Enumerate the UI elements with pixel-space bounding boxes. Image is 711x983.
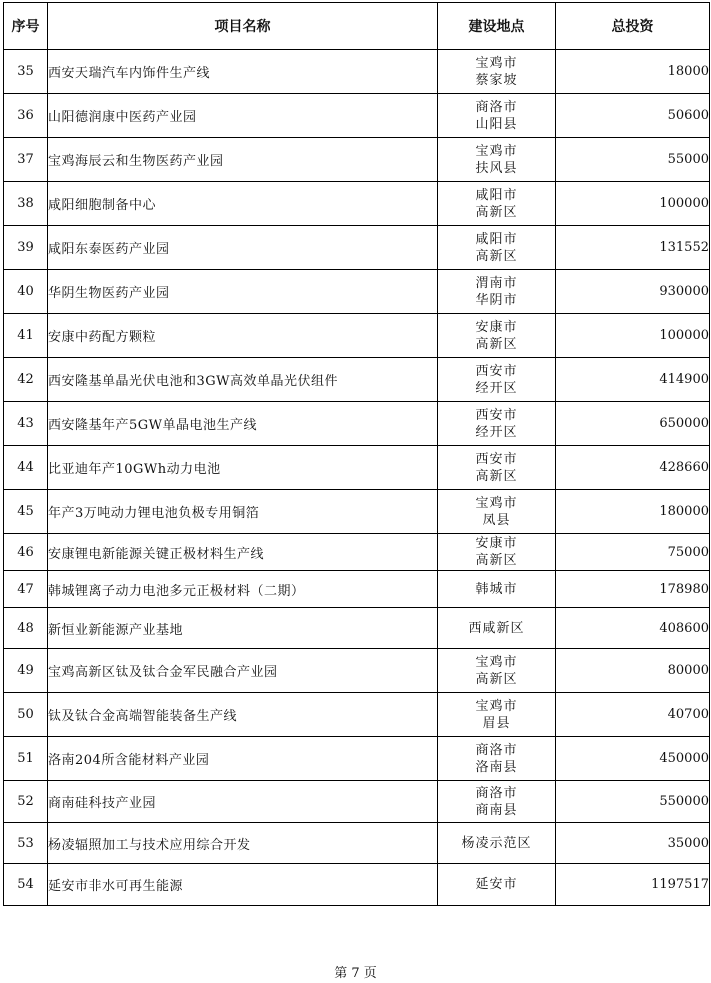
total-investment: 178980 — [556, 571, 710, 608]
row-number: 54 — [4, 864, 48, 906]
location-line-2: 华阴市 — [475, 292, 518, 308]
location-line-1: 咸阳市 — [475, 231, 518, 247]
project-table — [3, 2, 710, 906]
project-name: 安康中药配方颗粒 — [48, 314, 438, 358]
table-row — [4, 182, 710, 226]
project-location — [438, 693, 556, 737]
row-number: 49 — [4, 649, 48, 693]
total-investment: 131552 — [556, 226, 710, 270]
project-location — [438, 182, 556, 226]
location-line-2: 高新区 — [475, 204, 518, 220]
project-name: 华阴生物医药产业园 — [48, 270, 438, 314]
project-name: 钛及钛合金高端智能装备生产线 — [48, 693, 438, 737]
location-line-1: 安康市 — [475, 319, 518, 335]
table-row — [4, 50, 710, 94]
location-line-1: 杨凌示范区 — [461, 835, 532, 851]
total-investment: 550000 — [556, 781, 710, 823]
project-location — [438, 490, 556, 534]
total-investment: 450000 — [556, 737, 710, 781]
row-number: 48 — [4, 608, 48, 649]
location-line-1: 商洛市 — [475, 742, 518, 758]
location-line-1: 商洛市 — [475, 785, 518, 801]
total-investment: 650000 — [556, 402, 710, 446]
row-number: 46 — [4, 534, 48, 571]
location-line-1: 宝鸡市 — [475, 495, 518, 511]
project-location — [438, 737, 556, 781]
header-no: 序号 — [4, 3, 48, 50]
project-name: 宝鸡海辰云和生物医药产业园 — [48, 138, 438, 182]
project-location — [438, 534, 556, 571]
location-line-1: 西安市 — [475, 363, 518, 379]
table-row — [4, 649, 710, 693]
total-investment: 75000 — [556, 534, 710, 571]
table-row — [4, 94, 710, 138]
location-line-2: 商南县 — [475, 802, 518, 818]
location-line-1: 宝鸡市 — [475, 698, 518, 714]
row-number: 45 — [4, 490, 48, 534]
project-name: 商南硅科技产业园 — [48, 781, 438, 823]
project-name: 咸阳细胞制备中心 — [48, 182, 438, 226]
total-investment: 40700 — [556, 693, 710, 737]
row-number: 39 — [4, 226, 48, 270]
project-name: 洛南204所含能材料产业园 — [48, 737, 438, 781]
table-row — [4, 490, 710, 534]
header-row — [4, 3, 710, 50]
project-name: 咸阳东泰医药产业园 — [48, 226, 438, 270]
row-number: 44 — [4, 446, 48, 490]
location-line-2: 蔡家坡 — [475, 72, 518, 88]
location-line-2: 高新区 — [475, 468, 518, 484]
total-investment: 35000 — [556, 823, 710, 864]
total-investment: 1197517 — [556, 864, 710, 906]
total-investment: 18000 — [556, 50, 710, 94]
total-investment: 100000 — [556, 314, 710, 358]
location-line-1: 宝鸡市 — [475, 55, 518, 71]
table-row — [4, 226, 710, 270]
table-row — [4, 138, 710, 182]
project-name: 新恒业新能源产业基地 — [48, 608, 438, 649]
project-location — [438, 781, 556, 823]
table-row — [4, 314, 710, 358]
project-location — [438, 270, 556, 314]
row-number: 38 — [4, 182, 48, 226]
table-row — [4, 446, 710, 490]
header-investment: 总投资 — [556, 3, 710, 50]
project-location — [438, 649, 556, 693]
row-number: 40 — [4, 270, 48, 314]
project-location — [438, 226, 556, 270]
location-line-2: 经开区 — [475, 424, 518, 440]
table-row — [4, 693, 710, 737]
table-row — [4, 358, 710, 402]
location-line-2: 凤县 — [482, 512, 511, 528]
project-name: 年产3万吨动力锂电池负极专用铜箔 — [48, 490, 438, 534]
row-number: 47 — [4, 571, 48, 608]
project-location — [438, 608, 556, 649]
total-investment: 414900 — [556, 358, 710, 402]
location-line-2: 高新区 — [475, 671, 518, 687]
location-line-1: 西安市 — [475, 451, 518, 467]
project-location — [438, 823, 556, 864]
project-location — [438, 314, 556, 358]
row-number: 43 — [4, 402, 48, 446]
location-line-1: 安康市 — [475, 536, 518, 551]
project-location — [438, 94, 556, 138]
table-row — [4, 823, 710, 864]
project-name: 韩城锂离子动力电池多元正极材料（二期） — [48, 571, 438, 608]
row-number: 41 — [4, 314, 48, 358]
total-investment: 180000 — [556, 490, 710, 534]
row-number: 36 — [4, 94, 48, 138]
row-number: 35 — [4, 50, 48, 94]
row-number: 52 — [4, 781, 48, 823]
project-name: 西安隆基单晶光伏电池和3GW高效单晶光伏组件 — [48, 358, 438, 402]
table-row — [4, 534, 710, 571]
project-name: 山阳德润康中医药产业园 — [48, 94, 438, 138]
total-investment: 55000 — [556, 138, 710, 182]
location-line-2: 扶风县 — [475, 160, 518, 176]
total-investment: 80000 — [556, 649, 710, 693]
table-row — [4, 608, 710, 649]
location-line-2: 洛南县 — [475, 759, 518, 775]
project-location — [438, 50, 556, 94]
project-name: 西安隆基年产5GW单晶电池生产线 — [48, 402, 438, 446]
table-row — [4, 270, 710, 314]
project-name: 宝鸡高新区钛及钛合金军民融合产业园 — [48, 649, 438, 693]
header-name: 项目名称 — [48, 3, 438, 50]
table-row — [4, 864, 710, 906]
project-name: 杨凌辐照加工与技术应用综合开发 — [48, 823, 438, 864]
location-line-2: 高新区 — [475, 248, 518, 264]
total-investment: 930000 — [556, 270, 710, 314]
row-number: 51 — [4, 737, 48, 781]
row-number: 53 — [4, 823, 48, 864]
location-line-1: 宝鸡市 — [475, 143, 518, 159]
location-line-1: 渭南市 — [475, 275, 518, 291]
project-location — [438, 446, 556, 490]
total-investment: 50600 — [556, 94, 710, 138]
location-line-2: 高新区 — [475, 336, 518, 352]
total-investment: 428660 — [556, 446, 710, 490]
location-line-1: 商洛市 — [475, 99, 518, 115]
project-name: 延安市非水可再生能源 — [48, 864, 438, 906]
table-row — [4, 737, 710, 781]
location-line-2: 眉县 — [482, 715, 511, 731]
table-body — [4, 50, 710, 906]
location-line-1: 西安市 — [475, 407, 518, 423]
project-location — [438, 138, 556, 182]
project-location — [438, 358, 556, 402]
location-line-2: 山阳县 — [475, 116, 518, 132]
location-line-1: 西咸新区 — [468, 620, 525, 636]
project-name: 比亚迪年产10GWh动力电池 — [48, 446, 438, 490]
location-line-1: 咸阳市 — [475, 187, 518, 203]
location-line-2: 高新区 — [475, 553, 518, 568]
project-name: 安康锂电新能源关键正极材料生产线 — [48, 534, 438, 571]
row-number: 42 — [4, 358, 48, 402]
header-location: 建设地点 — [438, 3, 556, 50]
table-row — [4, 571, 710, 608]
location-line-1: 延安市 — [475, 877, 518, 892]
location-line-1: 宝鸡市 — [475, 654, 518, 670]
table-row — [4, 781, 710, 823]
row-number: 37 — [4, 138, 48, 182]
page-number: 第 7 页 — [334, 966, 377, 981]
location-line-1: 韩城市 — [475, 581, 518, 597]
table-row — [4, 402, 710, 446]
total-investment: 100000 — [556, 182, 710, 226]
row-number: 50 — [4, 693, 48, 737]
project-name: 西安天瑞汽车内饰件生产线 — [48, 50, 438, 94]
project-location — [438, 571, 556, 608]
total-investment: 408600 — [556, 608, 710, 649]
project-location — [438, 864, 556, 906]
project-location — [438, 402, 556, 446]
location-line-2: 经开区 — [475, 380, 518, 396]
